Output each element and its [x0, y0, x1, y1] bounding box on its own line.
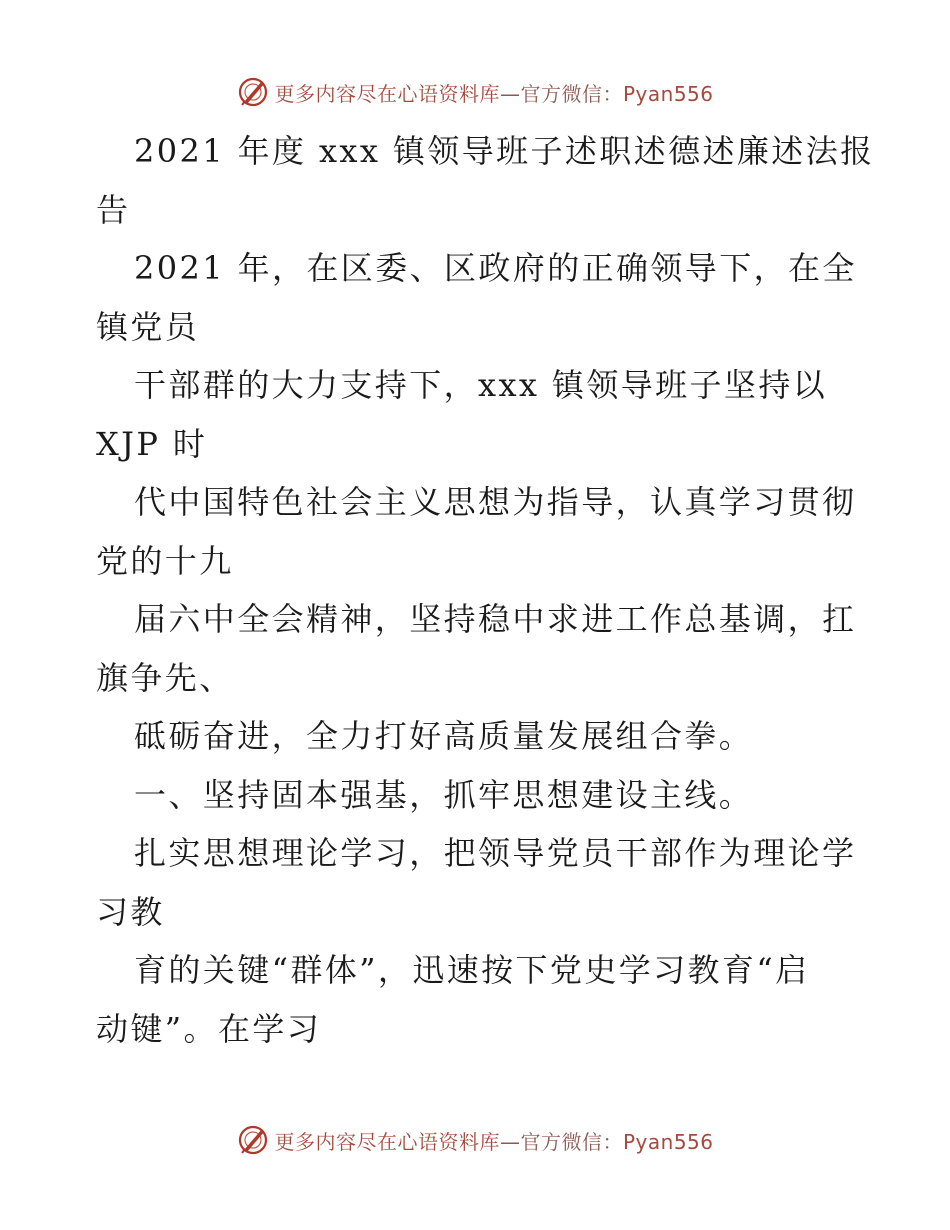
paragraph-line: 旗争先、: [96, 658, 234, 697]
paragraph-line: 扎实思想理论学习，把领导党员干部作为理论学: [134, 834, 857, 872]
quill-pen-logo-icon: [236, 75, 270, 109]
paragraph-line: 镇党员: [96, 307, 200, 346]
paragraph-line: 砥砺奋进，全力打好高质量发展组合拳。: [134, 717, 754, 755]
paragraph-line: 届六中全会精神，坚持稳中求进工作总基调，扛: [134, 600, 857, 638]
document-body: [96, 122, 875, 1058]
paragraph-line: XJP 时: [96, 424, 208, 463]
paragraph-line: 干部群的大力支持下，xxx 镇领导班子坚持以: [134, 366, 828, 404]
paragraph-line: 告: [96, 190, 131, 229]
paragraph-line: 习教: [96, 892, 165, 931]
paragraph-line: 育的关键“群体”，迅速按下党史学习教育“启: [134, 951, 810, 989]
watermark-text: 更多内容尽在心语资料库—官方微信：Pyan556: [274, 81, 714, 106]
paragraph-line: 代中国特色社会主义思想为指导，认真学习贯彻: [134, 483, 857, 521]
quill-pen-logo-icon: [236, 1123, 270, 1157]
paragraph-line: 一、坚持固本强基，抓牢思想建设主线。: [134, 775, 754, 814]
footer-watermark: [0, 1120, 950, 1160]
header-watermark: [0, 72, 950, 112]
paragraph-line: 动键”。在学习: [96, 1009, 322, 1048]
paragraph-line: 党的十九: [96, 541, 234, 580]
paragraph-line: 2021 年，在区委、区政府的正确领导下，在全: [134, 249, 857, 287]
watermark-text: 更多内容尽在心语资料库—官方微信：Pyan556: [274, 1129, 714, 1154]
document-title-line: 2021 年度 xxx 镇领导班子述职述德述廉述法报: [134, 132, 875, 170]
